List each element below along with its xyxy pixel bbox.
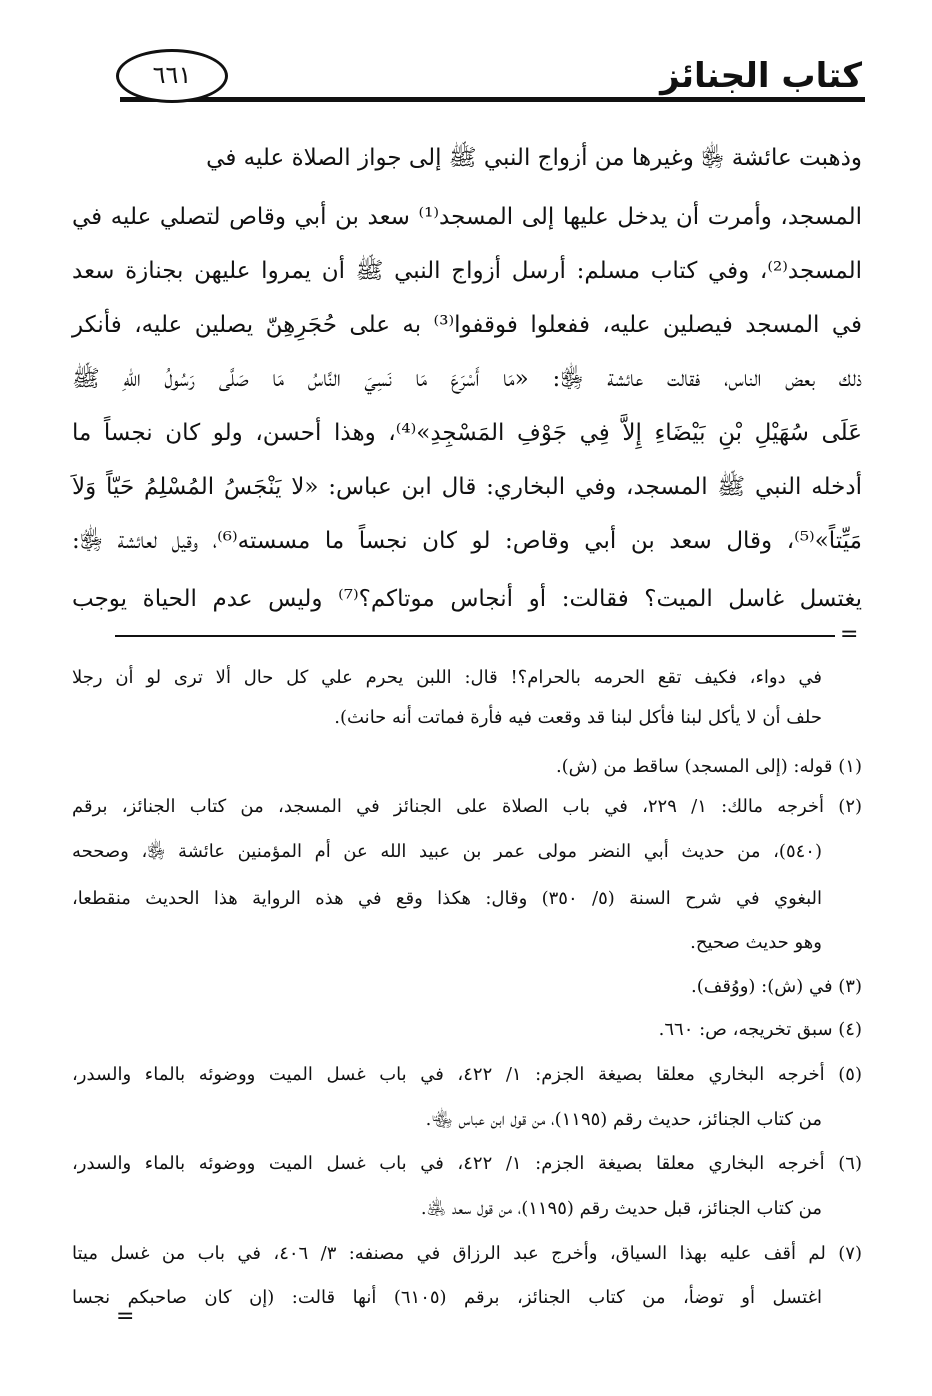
footnote-6-line-1: (٦) أخرجه البخاري معلقا بصيغة الجزم: ١/ ٤٢٢، في باب غسل الميت ووضوئه بالماء والسدر، <box>72 1153 862 1174</box>
footnote-carryover-line-2: حلف أن لا يأكل لبنا فأكل لبنا قد وقعت فيه فأرة فماتت أنه حانث). <box>334 707 822 728</box>
footnote-3: (٣) في (ش): (ووُقف). <box>691 976 862 997</box>
footnote-7-line-1: (٧) لم أقف عليه بهذا السياق، وأخرج عبد الرزاق في مصنفه: ٣/ ٤٠٦، في باب من غسل ميتا <box>72 1243 862 1264</box>
body-line-4: في المسجد فيصلين عليه، ففعلوا فوقفوا⁽³⁾ به على حُجَرِهِنّ يصلين عليه، فأنكر <box>72 312 863 338</box>
body-line-1: وذهبت عائشة ﵂ وغيرها من أزواج النبي ﷺ إلى جواز الصلاة عليه في <box>206 145 862 171</box>
footnote-2-line-2: (٥٤٠)، من حديث أبي النضر مولى عمر بن عبيد الله عن أم المؤمنين عائشة ﵂، وصححه <box>72 841 822 862</box>
running-header-title: كتاب الجنائز <box>660 56 862 96</box>
footnote-carryover-line-1: في دواء، فكيف تقع الحرمه بالحرام؟! قال: اللبن يحرم علي كل حال ألا ترى لو أن رجلا <box>72 667 822 688</box>
footnote-7-line-2: اغتسل أو توضأ، من كتاب الجنائز، برقم (٦١٠٥) أنها قالت: (إن كان صاحبكم نجسا <box>72 1287 822 1308</box>
footnote-5-line-2: من كتاب الجنائز، حديث رقم (١١٩٥)، من قول ابن عباس ﵄. <box>425 1109 822 1130</box>
footnote-2-line-1: (٢) أخرجه مالك: ١/ ٢٢٩، في باب الصلاة على الجنائز في المسجد، من كتاب الجنائز، برقم <box>72 796 863 817</box>
header-rule <box>120 97 865 102</box>
footnote-6-line-2: من كتاب الجنائز، قبل حديث رقم (١١٩٥)، من قول سعد ﵁. <box>420 1198 822 1219</box>
footnote-2-line-3: البغوي في شرح السنة (٥/ ٣٥٠) وقال: هكذا وقع في هذه الرواية هذا الحديث منقطعا، <box>72 888 822 909</box>
body-line-3: المسجد⁽²⁾، وفي كتاب مسلم: أرسل أزواج النبي ﷺ أن يمروا عليهن بجنازة سعد <box>72 258 862 284</box>
footnote-separator <box>115 635 835 637</box>
footnote-4: (٤) سبق تخريجه، ص: ٦٦٠. <box>658 1019 862 1040</box>
body-line-2: المسجد، وأمرت أن يدخل عليها إلى المسجد⁽¹⁾ سعد بن أبي وقاص لتصلي عليه في <box>72 204 862 230</box>
body-line-8: مَيِّتاً»⁽⁵⁾، وقال سعد بن أبي وقاص: لو كان نجساً ما مسسته⁽⁶⁾، وقيل لعائشة ﵂: <box>72 528 862 554</box>
body-line-5: ذلك بعض الناس، فقالت عائشة ﵂: «مَا أَسْرَعَ مَا نَسِيَ النَّاسُ مَا صَلَّى رَسُولُ اللهِ ﷺ <box>72 366 862 392</box>
bottom-continuation-mark: = <box>116 1304 135 1329</box>
footnote-5-line-1: (٥) أخرجه البخاري معلقا بصيغة الجزم: ١/ ٤٢٢، في باب غسل الميت ووضوئه بالماء والسدر، <box>72 1064 862 1085</box>
footnote-1: (١) قوله: (إلى المسجد) ساقط من (ش). <box>555 756 862 777</box>
body-line-9: يغتسل غاسل الميت؟ فقالت: أو أنجاس موتاكم؟⁽⁷⁾ وليس عدم الحياة يوجب <box>72 586 862 612</box>
continuation-mark: = <box>840 622 859 647</box>
page-number: ٦٦١ <box>152 61 192 89</box>
body-line-7: أدخله النبي ﷺ المسجد، وفي البخاري: قال ابن عباس: «لا يَنْجَسُ المُسْلِمُ حَيّاً وَلاَ <box>72 474 862 500</box>
body-line-6: عَلَى سُهَيْلِ بْنِ بَيْضَاءِ إِلاَّ فِي جَوْفِ المَسْجِدِ»⁽⁴⁾، وهذا أحسن، ولو كان نجساً ما <box>72 420 862 446</box>
footnote-2-line-4: وهو حديث صحيح. <box>690 932 822 953</box>
